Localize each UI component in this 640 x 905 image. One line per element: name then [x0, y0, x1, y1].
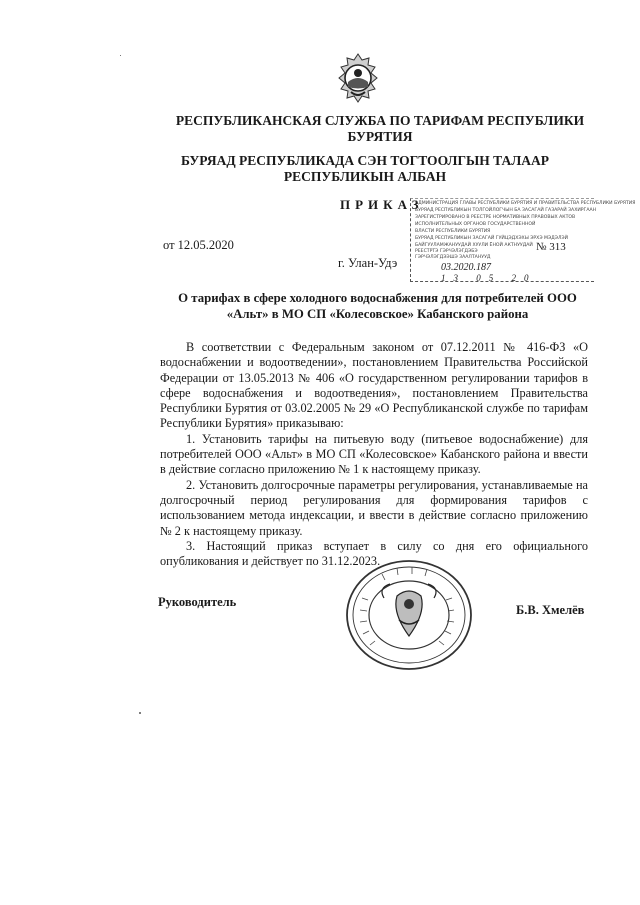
stamp-line: БУРЯАД РЕСПУБЛИКЫН ЗАСАГАЙ ГУЙЦЭДХЭХЫ ЭРХЭ МЭДЭЛЭЙ: [415, 236, 569, 241]
scan-speck: [120, 55, 121, 56]
order-subject: О тарифах в сфере холодного водоснабжения для потребителей ООО «Альт» в МО СП «Колесовское» Кабанского района: [178, 291, 577, 321]
order-date: от 12.05.2020: [163, 238, 234, 252]
agency-name-buryat: БУРЯАД РЕСПУБЛИКАДА СЭН ТОГТООЛГЫН ТАЛААР РЕСПУБЛИКЫН АЛБАН: [180, 153, 550, 184]
handwritten-registration-number: 03.2020.187: [441, 262, 491, 273]
body-paragraph: 3. Настоящий приказ вступает в силу со дня его официального опубликования и действует по 31.12.2023.: [160, 538, 588, 569]
stamp-line: ВЛАСТИ РЕСПУБЛИКИ БУРЯТИЯ: [415, 229, 491, 234]
body-paragraph: В соответствии с Федеральным законом от 07.12.2011 № 416-ФЗ «О водоснабжении и водоотведении», постановлением Правительства Российской Федерации от 13.05.2013 № 406 «О государственном регулировании тарифов в сфере водоснабжения и водоотведения», постановлением Правительства Республики Бурятия от 03.02.2005 № 29 «О Республиканской службе по тарифам Республики Бурятия» приказываю:: [160, 340, 588, 431]
handwritten-registration-date: 13 05 20: [441, 273, 537, 283]
scan-speck: [139, 712, 141, 714]
body-paragraph: 2. Установить долгосрочные параметры регулирования, устанавливаемые на долгосрочный период регулирования для формирования тарифов с использованием метода индексации, и ввести в действие согласно приложению № 2 к настоящему приказу.: [160, 477, 588, 538]
signature-name: Б.В. Хмелёв: [516, 603, 585, 617]
stamp-line: ИСПОЛНИТЕЛЬНЫХ ОРГАНОВ ГОСУДАРСТВЕННОЙ: [415, 222, 536, 227]
registration-number: № 313: [536, 241, 566, 253]
registration-stamp: [410, 198, 636, 283]
stamp-line: РЕЕСТРТЭ ГЭРЧЭЛЭГДЭБЭ: [415, 249, 478, 254]
order-title: ПРИКАЗ: [340, 197, 424, 212]
coat-of-arms-emblem: [333, 52, 383, 104]
official-round-seal: [342, 558, 477, 673]
body-paragraph: 1. Установить тарифы на питьевую воду (питьевое водоснабжение) для потребителей ООО «Альт» в МО СП «Колесовское» Кабанского района и ввести в действие согласно приложению № 1 к настоящему приказу.: [160, 431, 588, 477]
stamp-line: БУРЯАД РЕСПУБЛИКЫН ТОЛГОЙЛОГЧЫН БА ЗАСАГАЙ ГАЗАРАЙ ЗАХИРГААН: [415, 208, 597, 213]
order-body: [160, 340, 588, 569]
stamp-line: ГЭРЧЭЛЭГДЭЭШЭ ЗААЛТАНУУД: [415, 255, 491, 260]
agency-name-russian: РЕСПУБЛИКАНСКАЯ СЛУЖБА ПО ТАРИФАМ РЕСПУБЛИКИ БУРЯТИЯ: [175, 113, 585, 144]
stamp-line: АДМИНИСТРАЦИЯ ГЛАВЫ РЕСПУБЛИКИ БУРЯТИЯ И ПРАВИТЕЛЬСТВА РЕСПУБЛИКИ БУРЯТИЯ: [415, 201, 636, 206]
stamp-line: БАЙГУУЛАМЖАНУУДАЙ ХУУЛИ ЁНОЙ АКТНУУДАЙ: [415, 243, 533, 248]
order-city: г. Улан-Удэ: [338, 256, 398, 270]
stamp-line: ЗАРЕГИСТРИРОВАНО В РЕЕСТРЕ НОРМАТИВНЫХ ПРАВОВЫХ АКТОВ: [415, 215, 576, 220]
signature-role: Руководитель: [158, 595, 237, 609]
